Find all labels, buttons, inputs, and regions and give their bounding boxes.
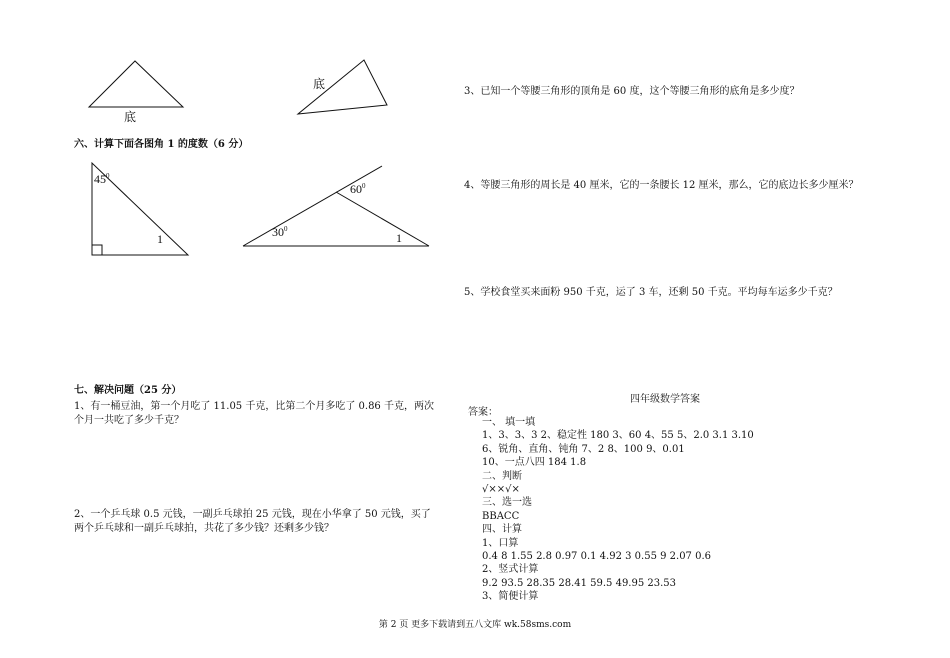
triangle-4-angle-60: $60^0$ — [350, 182, 366, 196]
answer-line: √××√× — [482, 484, 520, 496]
answer-line: 二、判断 — [482, 470, 522, 482]
question-1: 1、有一桶豆油，第一个月吃了 11.05 千克，比第二个月多吃了 0.86 千克，两次个月一共吃了多少千克？ — [74, 401, 434, 426]
answers-label: 答案： — [468, 407, 498, 418]
answer-line: 0.4 8 1.55 2.8 0.97 0.1 4.92 3 0.55 9 2.07 0.6 — [482, 551, 711, 563]
question-2: 2、一个乒乓球 0.5 元钱，一副乒乓球拍 25 元钱，现在小华拿了 50 元钱，买了两个乒乓球和一副乒乓球拍，共花了多少钱？还剩多少钱？ — [74, 509, 431, 534]
answers-title: 四年级数学答案 — [630, 394, 700, 405]
triangle-2-side-label: 底 — [313, 77, 326, 91]
triangle-1-base-label: 底 — [124, 110, 137, 124]
triangle-4-right-side — [336, 192, 429, 246]
triangle-4-angle-1: 1 — [396, 231, 402, 245]
page-footer: 第 2 页 更多下载请到五八文库 wk.58sms.com — [378, 620, 572, 630]
triangle-3-angle-45: $45^0$ — [94, 172, 110, 186]
answer-line: 3、简便计算 — [482, 591, 539, 603]
answer-line: 9.2 93.5 28.35 28.41 59.5 49.95 23.53 — [482, 577, 677, 589]
section-6-title: 六、计算下面各图角 1 的度数（6 分） — [74, 139, 249, 150]
triangle-3-angle-1: 1 — [157, 232, 163, 246]
answer-line: BBACC — [482, 510, 520, 522]
question-4: 4、等腰三角形的周长是 40 厘米，它的一条腰长 12 厘米，那么，它的底边长多少厘米？ — [464, 180, 859, 191]
answer-line: 1、3、3、3 2、稳定性 180 3、60 4、55 5、2.0 3.1 3.10 — [482, 430, 754, 442]
triangle-4-angle-30: $30^0$ — [272, 225, 288, 239]
triangle-4-extended-side — [243, 166, 382, 246]
answer-line: 2、竖式计算 — [482, 564, 539, 576]
question-3: 3、已知一个等腰三角形的顶角是 60 度，这个等腰三角形的底角是多少度？ — [464, 86, 800, 97]
answer-line: 6、锐角、直角、钝角 7、2 8、100 9、0.01 — [482, 443, 685, 455]
answer-line: 一、 填一填 — [482, 417, 536, 428]
answer-line: 四、计算 — [482, 524, 522, 536]
right-angle-mark — [92, 245, 102, 255]
answer-line: 1、口算 — [482, 537, 519, 549]
question-5: 5、学校食堂买来面粉 950 千克，运了 3 车，还剩 50 千克。平均每车运多少千克？ — [464, 287, 838, 298]
triangle-1 — [89, 61, 183, 107]
triangle-2 — [298, 60, 387, 114]
answer-line: 三、选一选 — [482, 497, 532, 509]
answer-line: 10、一点八四 184 1.8 — [482, 457, 587, 469]
section-7-title: 七、解决问题（25 分） — [74, 385, 182, 396]
answers-list — [482, 416, 754, 604]
